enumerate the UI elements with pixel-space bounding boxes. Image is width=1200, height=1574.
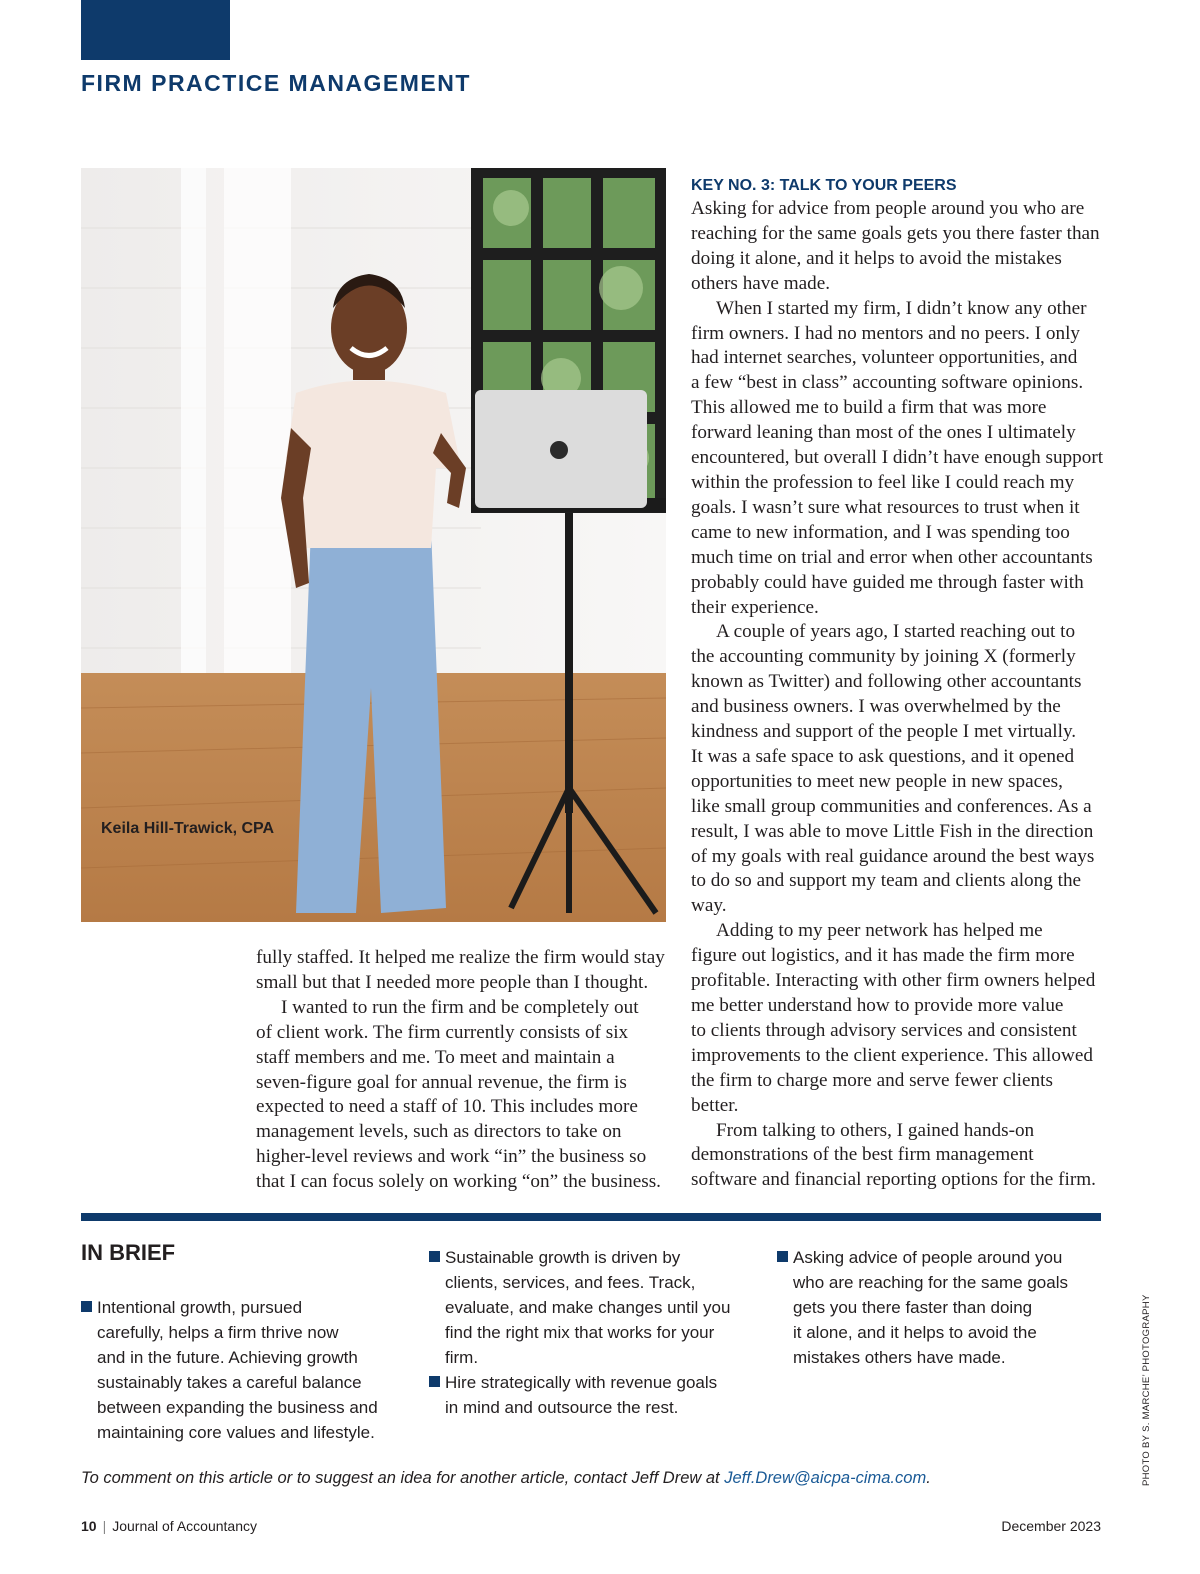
- text-line: Sustainable growth is driven by: [445, 1248, 681, 1267]
- article-subhead: KEY NO. 3: TALK TO YOUR PEERS: [691, 177, 957, 194]
- text-line: opportunities to meet new people in new spaces,: [691, 770, 1063, 792]
- text-line: A couple of years ago, I started reaching out to: [716, 621, 1076, 643]
- text-line: maintaining core values and lifestyle.: [97, 1423, 375, 1442]
- text-line: mistakes others have made.: [793, 1348, 1006, 1367]
- text-line: firm.: [445, 1348, 479, 1367]
- comment-text: To comment on this article or to suggest an idea for another article, contact Jeff Drew at: [81, 1469, 725, 1487]
- text-line: This allowed me to build a firm that was more: [691, 397, 1047, 419]
- text-line: gets you there faster than doing: [793, 1298, 1033, 1317]
- text-line: When I started my firm, I didn’t know any other: [716, 297, 1087, 319]
- in-brief-column-1: [81, 1295, 378, 1445]
- text-line: between expanding the business and: [97, 1398, 378, 1417]
- square-bullet-icon: [429, 1376, 440, 1387]
- text-line: better.: [691, 1094, 739, 1116]
- text-line: probably could have guided me through faster with: [691, 571, 1084, 593]
- text-line: the accounting community by joining X (formerly: [691, 646, 1076, 668]
- square-bullet-icon: [429, 1251, 440, 1262]
- text-line: profitable. Interacting with other firm owners helped: [691, 970, 1096, 992]
- text-line: had internet searches, volunteer opportunities, and: [691, 347, 1078, 369]
- text-line: kindness and support of the people I met virtually.: [691, 721, 1077, 743]
- in-brief-item: [777, 1245, 1068, 1370]
- text-line: of client work. The firm currently consists of six: [256, 1021, 629, 1043]
- article-paragraph: [691, 919, 1107, 1118]
- text-line: goals. I wasn’t sure what resources to trust when it: [691, 496, 1080, 518]
- footer-left: [81, 1518, 257, 1534]
- in-brief-column-3: [777, 1245, 1068, 1370]
- text-line: management levels, such as directors to take on: [256, 1121, 622, 1143]
- text-line: came to new information, and I was spending too: [691, 521, 1070, 543]
- text-line: within the profession to feel like I could reach my: [691, 471, 1075, 493]
- text-line: who are reaching for the same goals: [793, 1273, 1068, 1292]
- text-line: higher-level reviews and work “in” the business so: [256, 1146, 647, 1168]
- text-line: doing it alone, and it helps to avoid the mistakes: [691, 247, 1062, 269]
- text-line: that I can focus solely on working “on” the business.: [256, 1171, 661, 1193]
- text-line: me better understand how to provide more value: [691, 995, 1064, 1016]
- section-title: FIRM PRACTICE MANAGEMENT: [81, 70, 471, 96]
- text-line: Asking for advice from people around you who are: [691, 198, 1085, 219]
- text-line: Asking advice of people around you: [793, 1248, 1063, 1267]
- article-paragraph: [256, 946, 671, 996]
- text-line: result, I was able to move Little Fish in the direction: [691, 820, 1094, 842]
- comment-end: .: [926, 1469, 931, 1487]
- text-line: their experience.: [691, 596, 819, 618]
- text-line: expected to need a staff of 10. This includes more: [256, 1096, 638, 1118]
- text-line: in mind and outsource the rest.: [445, 1398, 679, 1417]
- article-paragraph: [256, 996, 671, 1195]
- text-line: known as Twitter) and following other accountants: [691, 671, 1082, 693]
- text-line: the firm to charge more and serve fewer clients: [691, 1069, 1053, 1091]
- article-column-left: [256, 946, 671, 1195]
- article-paragraph: [691, 197, 1107, 297]
- issue-date: December 2023: [1001, 1518, 1101, 1534]
- text-line: staff members and me. To meet and maintain a: [256, 1046, 615, 1068]
- text-line: it alone, and it helps to avoid the: [793, 1323, 1037, 1342]
- text-line: and in the future. Achieving growth: [97, 1348, 358, 1367]
- photo-illustration: [81, 168, 666, 922]
- text-line: It was a safe space to ask questions, and it opened: [691, 745, 1075, 767]
- in-brief-item: [429, 1370, 730, 1420]
- page-number: 10: [81, 1518, 97, 1534]
- publication-name: Journal of Accountancy: [112, 1518, 257, 1534]
- editor-email-link[interactable]: Jeff.Drew@aicpa-cima.com: [724, 1469, 927, 1487]
- text-line: others have made.: [691, 272, 831, 294]
- photo-caption: Keila Hill-Trawick, CPA: [101, 820, 275, 837]
- in-brief-title: IN BRIEF: [81, 1240, 176, 1265]
- text-line: a few “best in class” accounting software opinions.: [691, 372, 1084, 394]
- square-bullet-icon: [777, 1251, 788, 1262]
- text-line: to do so and support my team and clients along the: [691, 870, 1082, 892]
- text-line: figure out logistics, and it has made the firm more: [691, 945, 1075, 967]
- text-line: Adding to my peer network has helped me: [716, 920, 1043, 942]
- text-line: of my goals with real guidance around the best ways: [691, 845, 1095, 867]
- text-line: carefully, helps a firm thrive now: [97, 1323, 339, 1342]
- text-line: sustainably takes a careful balance: [97, 1373, 362, 1392]
- section-divider: [81, 1213, 1101, 1221]
- text-line: to clients through advisory services and consistent: [691, 1019, 1077, 1041]
- text-line: evaluate, and make changes until you: [445, 1298, 731, 1317]
- text-line: like small group communities and conferences. As a: [691, 795, 1092, 817]
- photo-credit: PHOTO BY S. MARCHE’ PHOTOGRAPHY: [1141, 1294, 1152, 1486]
- text-line: forward leaning than most of the ones I ultimately: [691, 422, 1076, 444]
- footer-separator: |: [102, 1518, 107, 1534]
- article-paragraph: [691, 1119, 1107, 1194]
- text-line: From talking to others, I gained hands-on: [716, 1119, 1035, 1141]
- text-line: seven-figure goal for annual revenue, the firm is: [256, 1071, 627, 1093]
- in-brief-item: [81, 1295, 378, 1445]
- text-line: encountered, but overall I didn’t have enough support: [691, 447, 1104, 469]
- in-brief-item: [429, 1245, 730, 1370]
- header-color-block: [81, 0, 230, 60]
- square-bullet-icon: [81, 1301, 92, 1312]
- text-line: firm owners. I had no mentors and no peers. I only: [691, 322, 1080, 344]
- text-line: small but that I needed more people than I thought.: [256, 971, 649, 993]
- text-line: Intentional growth, pursued: [97, 1298, 303, 1317]
- text-line: Hire strategically with revenue goals: [445, 1373, 718, 1392]
- comment-invitation: [81, 1469, 931, 1488]
- text-line: and business owners. I was overwhelmed by the: [691, 696, 1061, 718]
- text-line: I wanted to run the firm and be completely out: [281, 996, 639, 1018]
- article-column-right: [691, 175, 1107, 1193]
- article-paragraph: [691, 620, 1107, 919]
- text-line: way.: [691, 895, 727, 917]
- article-paragraph: [691, 297, 1107, 621]
- article-photo: [81, 168, 666, 922]
- in-brief-column-2: [429, 1245, 730, 1420]
- text-line: much time on trial and error when other accountants: [691, 546, 1093, 568]
- text-line: demonstrations of the best firm management: [691, 1144, 1034, 1166]
- text-line: improvements to the client experience. This allowed: [691, 1044, 1093, 1066]
- text-line: software and financial reporting options for the firm.: [691, 1169, 1096, 1191]
- text-line: clients, services, and fees. Track,: [445, 1273, 696, 1292]
- text-line: find the right mix that works for your: [445, 1323, 715, 1342]
- text-line: fully staffed. It helped me realize the firm would stay: [256, 947, 665, 968]
- text-line: reaching for the same goals gets you there faster than: [691, 222, 1100, 244]
